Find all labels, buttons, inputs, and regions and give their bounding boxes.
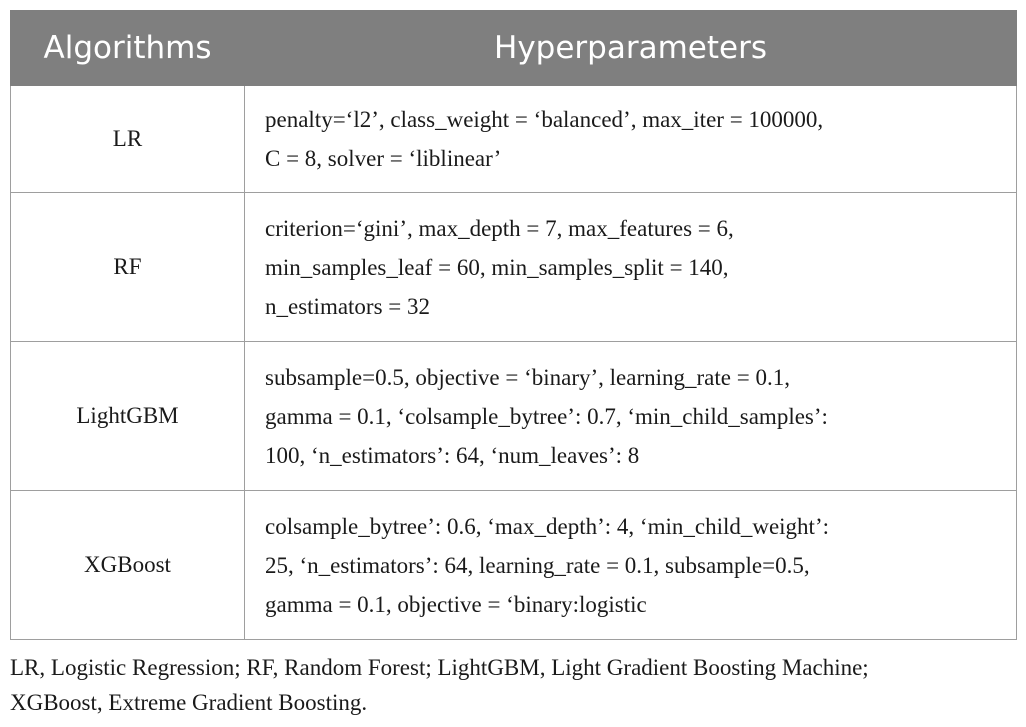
param-line: n_estimators = 32 xyxy=(265,293,431,319)
hyperparameters-cell xyxy=(245,342,1017,491)
hyperparameter-table-container xyxy=(10,10,1016,640)
algorithm-cell: LR xyxy=(11,86,245,193)
param-line: gamma = 0.1, ‘colsample_bytree’: 0.7, ‘min_child_samples’: xyxy=(265,403,828,429)
algorithm-cell: XGBoost xyxy=(11,491,245,640)
header-algorithms: Algorithms xyxy=(11,11,245,86)
hyperparameters-cell xyxy=(245,491,1017,640)
footnote-line: LR, Logistic Regression; RF, Random Forest; LightGBM, Light Gradient Boosting Machine; xyxy=(10,655,869,680)
param-line: min_samples_leaf = 60, min_samples_split = 140, xyxy=(265,254,729,280)
hyperparameters-cell xyxy=(245,86,1017,193)
algorithm-cell: RF xyxy=(11,193,245,342)
param-line: 100, ‘n_estimators’: 64, ‘num_leaves’: 8 xyxy=(265,442,640,468)
param-line: subsample=0.5, objective = ‘binary’, learning_rate = 0.1, xyxy=(265,364,790,390)
hyperparameter-table xyxy=(10,10,1017,640)
param-line: gamma = 0.1, objective = ‘binary:logistic xyxy=(265,591,647,617)
param-line: C = 8, solver = ‘liblinear’ xyxy=(265,146,502,171)
param-line: 25, ‘n_estimators’: 64, learning_rate = 0.1, subsample=0.5, xyxy=(265,552,810,578)
header-hyperparameters: Hyperparameters xyxy=(245,11,1017,86)
algorithm-cell: LightGBM xyxy=(11,342,245,491)
table-row xyxy=(11,342,1017,491)
param-line: criterion=‘gini’, max_depth = 7, max_features = 6, xyxy=(265,215,734,241)
param-line: colsample_bytree’: 0.6, ‘max_depth’: 4, ‘min_child_weight’: xyxy=(265,513,829,539)
param-line: penalty=‘l2’, class_weight = ‘balanced’, max_iter = 100000, xyxy=(265,107,824,132)
table-row xyxy=(11,193,1017,342)
hyperparameters-cell xyxy=(245,193,1017,342)
table-footnote xyxy=(10,650,1020,720)
table-header-row xyxy=(11,11,1017,86)
footnote-line: XGBoost, Extreme Gradient Boosting. xyxy=(10,690,368,715)
table-row xyxy=(11,86,1017,193)
table-row xyxy=(11,491,1017,640)
